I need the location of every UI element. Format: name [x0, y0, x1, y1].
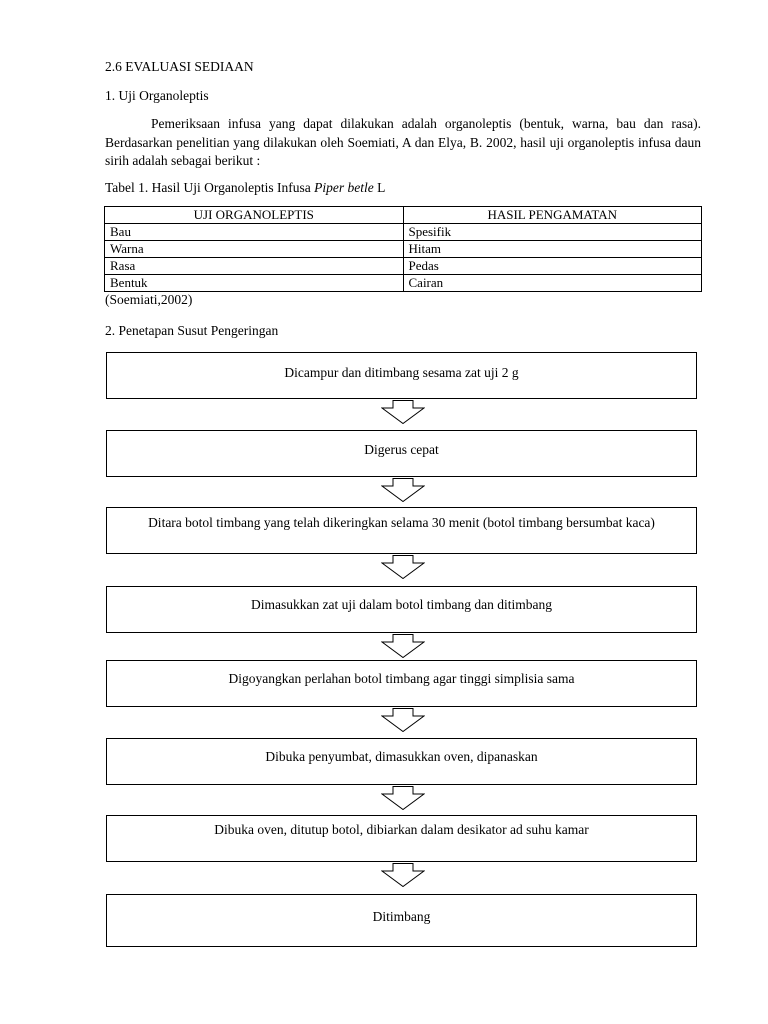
- table-row: [105, 224, 702, 241]
- table-row: [105, 241, 702, 258]
- organoleptis-table: [104, 206, 702, 292]
- flow-arrow-down-icon: [381, 786, 425, 810]
- flow-step-6: Dibuka penyumbat, dimasukkan oven, dipanaskan: [106, 738, 697, 785]
- table-caption: [105, 180, 385, 196]
- flow-arrow-down-icon: [381, 400, 425, 424]
- flow-arrow-down-icon: [381, 708, 425, 732]
- table-cell: Bau: [105, 224, 404, 241]
- flow-step-8: Ditimbang: [106, 894, 697, 947]
- flow-arrow-down-icon: [381, 863, 425, 887]
- flow-arrow-down-icon: [381, 555, 425, 579]
- flow-step-7: Dibuka oven, ditutup botol, dibiarkan dalam desikator ad suhu kamar: [106, 815, 697, 862]
- flow-arrow-down-icon: [381, 634, 425, 658]
- table-cell: Cairan: [403, 275, 702, 292]
- table-header-cell: HASIL PENGAMATAN: [403, 207, 702, 224]
- table-header-cell: UJI ORGANOLEPTIS: [105, 207, 404, 224]
- paragraph-text: Pemeriksaan infusa yang dapat dilakukan adalah organoleptis (bentuk, warna, bau dan rasa). Berdasarkan penelitian yang dilakukan oleh Soemiati, A dan Elya, B. 2002, hasil uji organoleptis infusa daun sirih adalah sebagai berikut :: [105, 116, 701, 168]
- table-source: (Soemiati,2002): [105, 292, 193, 307]
- flow-arrow-down-icon: [381, 478, 425, 502]
- organoleptis-paragraph: [105, 115, 701, 171]
- flow-step-5: Digoyangkan perlahan botol timbang agar tinggi simplisia sama: [106, 660, 697, 707]
- table-header-row: [105, 207, 702, 224]
- table-row: [105, 275, 702, 292]
- table-cell: Pedas: [403, 258, 702, 275]
- table-cell: Spesifik: [403, 224, 702, 241]
- table-row: [105, 258, 702, 275]
- table-caption-suffix: L: [373, 180, 386, 195]
- subsection-title-organoleptis: 1. Uji Organoleptis: [105, 88, 209, 103]
- flow-step-3: Ditara botol timbang yang telah dikeringkan selama 30 menit (botol timbang bersumbat kaca): [106, 507, 697, 554]
- table-caption-species: Piper betle: [314, 180, 374, 195]
- table-cell: Rasa: [105, 258, 404, 275]
- table-caption-prefix: Tabel 1. Hasil Uji Organoleptis Infusa: [105, 180, 315, 195]
- subsection-title-susut: 2. Penetapan Susut Pengeringan: [105, 323, 279, 338]
- flow-step-4: Dimasukkan zat uji dalam botol timbang dan ditimbang: [106, 586, 697, 633]
- section-heading: 2.6 EVALUASI SEDIAAN: [105, 59, 254, 74]
- table-cell: Bentuk: [105, 275, 404, 292]
- table-cell: Hitam: [403, 241, 702, 258]
- flow-step-2: Digerus cepat: [106, 430, 697, 477]
- flow-step-1: Dicampur dan ditimbang sesama zat uji 2 g: [106, 352, 697, 399]
- table-cell: Warna: [105, 241, 404, 258]
